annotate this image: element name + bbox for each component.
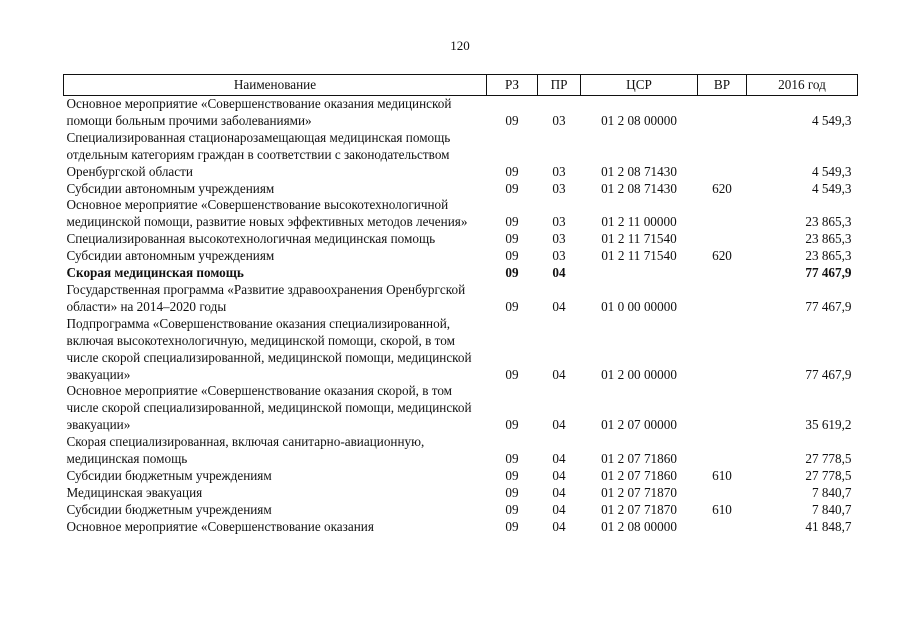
cell-pr: 03 [552, 180, 566, 196]
cell-name: Основное мероприятие «Совершенствование оказания медицинской помощи больным прочими заболеваниями» [66, 96, 452, 128]
cell-name: Медицинская эвакуация [66, 484, 203, 500]
cell-amount: 7 840,7 [811, 501, 852, 517]
cell-name: Основное мероприятие «Совершенствование оказания [66, 518, 374, 534]
cell-pr: 04 [552, 265, 566, 281]
cell-amount: 77 467,9 [805, 366, 852, 382]
cell-csr: 01 2 08 00000 [601, 518, 677, 534]
cell-rz: 09 [505, 214, 519, 230]
table-row [64, 181, 858, 198]
cell-pr: 04 [552, 366, 566, 382]
cell-pr: 03 [552, 112, 566, 128]
cell-pr: 04 [552, 484, 566, 500]
cell-amount: 27 778,5 [805, 467, 852, 483]
cell-csr: 01 0 00 00000 [601, 298, 677, 314]
cell-amount: 23 865,3 [805, 231, 852, 247]
cell-name: Субсидии автономным учреждениям [66, 180, 275, 196]
cell-csr: 01 2 00 00000 [601, 366, 677, 382]
cell-vr: 610 [712, 467, 732, 483]
cell-vr [698, 316, 747, 384]
cell-amount: 27 778,5 [805, 451, 852, 467]
cell-name: Скорая медицинская помощь [66, 265, 244, 281]
cell-csr [581, 265, 698, 282]
cell-amount: 77 467,9 [805, 265, 852, 281]
cell-amount: 23 865,3 [805, 248, 852, 264]
cell-rz: 09 [505, 366, 519, 382]
table-header-row [64, 75, 858, 96]
table-row [64, 231, 858, 248]
cell-vr [698, 197, 747, 231]
cell-csr: 01 2 07 00000 [601, 417, 677, 433]
cell-amount: 4 549,3 [811, 112, 852, 128]
cell-csr: 01 2 11 71540 [601, 231, 677, 247]
budget-table [63, 74, 858, 536]
cell-pr: 04 [552, 298, 566, 314]
cell-csr: 01 2 07 71860 [601, 467, 677, 483]
page-number: 120 [450, 38, 470, 53]
cell-rz: 09 [505, 265, 519, 281]
cell-vr [698, 519, 747, 536]
table-row [64, 502, 858, 519]
cell-vr [698, 383, 747, 434]
table-row [64, 282, 858, 316]
table-row [64, 519, 858, 536]
header-vr: ВР [698, 75, 747, 96]
cell-rz: 09 [505, 112, 519, 128]
cell-pr: 04 [552, 451, 566, 467]
cell-name: Специализированная стационарозамещающая медицинская помощь отдельным категориям граждан в соответствии с законодательством Оренбургской области [66, 129, 451, 179]
table-row [64, 130, 858, 181]
cell-csr: 01 2 07 71870 [601, 501, 677, 517]
cell-rz: 09 [505, 298, 519, 314]
cell-amount: 7 840,7 [811, 484, 852, 500]
cell-name: Основное мероприятие «Совершенствование высокотехнологичной медицинской помощи, развитие новых эффективных методов лечения» [66, 197, 468, 230]
cell-amount: 4 549,3 [811, 180, 852, 196]
table-row [64, 383, 858, 434]
table-row [64, 316, 858, 384]
cell-amount: 4 549,3 [811, 163, 852, 179]
cell-pr: 03 [552, 214, 566, 230]
cell-pr: 03 [552, 163, 566, 179]
table-row [64, 248, 858, 265]
header-pr: ПР [538, 75, 581, 96]
cell-vr [698, 485, 747, 502]
cell-csr: 01 2 11 00000 [601, 214, 677, 230]
cell-csr: 01 2 11 71540 [601, 248, 677, 264]
table-row [64, 96, 858, 130]
cell-amount: 77 467,9 [805, 298, 852, 314]
cell-amount: 23 865,3 [805, 214, 852, 230]
cell-csr: 01 2 08 00000 [601, 112, 677, 128]
cell-rz: 09 [505, 484, 519, 500]
cell-vr: 610 [712, 501, 732, 517]
cell-rz: 09 [505, 231, 519, 247]
cell-pr: 04 [552, 501, 566, 517]
cell-amount: 41 848,7 [805, 518, 852, 534]
cell-name: Субсидии бюджетным учреждениям [66, 467, 272, 483]
cell-pr: 03 [552, 248, 566, 264]
cell-vr [698, 265, 747, 282]
table-row [64, 468, 858, 485]
table-row [64, 434, 858, 468]
table-row [64, 197, 858, 231]
cell-csr: 01 2 07 71870 [601, 484, 677, 500]
cell-name: Субсидии автономным учреждениям [66, 248, 275, 264]
cell-name: Скорая специализированная, включая санитарно-авиационную, медицинская помощь [66, 434, 425, 467]
cell-vr: 620 [712, 248, 732, 264]
cell-rz: 09 [505, 248, 519, 264]
cell-name: Специализированная высокотехнологичная медицинская помощь [66, 231, 436, 247]
cell-vr [698, 231, 747, 248]
cell-rz: 09 [505, 163, 519, 179]
cell-name: Основное мероприятие «Совершенствование оказания скорой, в том числе скорой специализированной, медицинской помощи, медицинской эвакуации» [66, 383, 472, 433]
cell-vr [698, 96, 747, 130]
header-rz: РЗ [487, 75, 538, 96]
table-body [64, 96, 858, 536]
cell-vr [698, 434, 747, 468]
table-row [64, 485, 858, 502]
cell-name: Государственная программа «Развитие здравоохранения Оренбургской области» на 2014–2020 годы [66, 281, 466, 314]
cell-pr: 03 [552, 231, 566, 247]
cell-amount: 35 619,2 [805, 417, 852, 433]
cell-rz: 09 [505, 451, 519, 467]
cell-csr: 01 2 08 71430 [601, 180, 677, 196]
cell-vr [698, 282, 747, 316]
cell-name: Подпрограмма «Совершенствование оказания специализированной, включая высокотехнологичную, медицинской помощи, скорой, в том числе скорой специализированной, медицинской помощи, медицинской эвакуации» [66, 315, 472, 382]
cell-pr: 04 [552, 467, 566, 483]
cell-rz: 09 [505, 467, 519, 483]
cell-rz: 09 [505, 518, 519, 534]
header-name: Наименование [64, 75, 487, 96]
cell-pr: 04 [552, 518, 566, 534]
cell-vr [698, 130, 747, 181]
cell-rz: 09 [505, 417, 519, 433]
cell-csr: 01 2 07 71860 [601, 451, 677, 467]
cell-csr: 01 2 08 71430 [601, 163, 677, 179]
cell-rz: 09 [505, 501, 519, 517]
cell-pr: 04 [552, 417, 566, 433]
table-row [64, 265, 858, 282]
cell-vr: 620 [712, 180, 732, 196]
header-csr: ЦСР [581, 75, 698, 96]
cell-rz: 09 [505, 180, 519, 196]
cell-name: Субсидии бюджетным учреждениям [66, 501, 272, 517]
header-year: 2016 год [747, 75, 858, 96]
